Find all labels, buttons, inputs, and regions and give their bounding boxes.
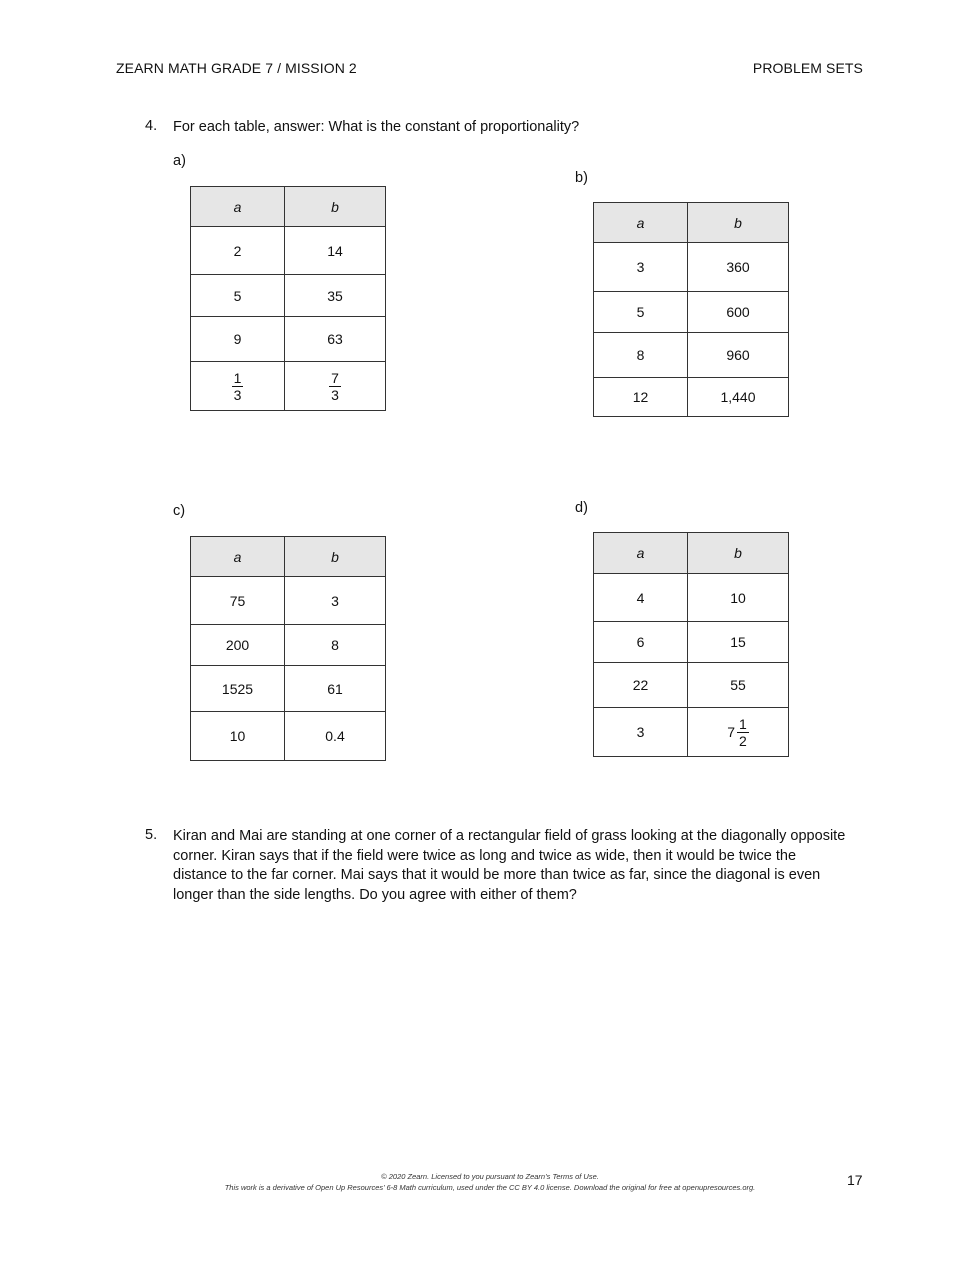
cell-a: 3 (594, 243, 688, 292)
question-5-line: corner. Kiran says that if the field were twice as long and twice as wide, then it would be twice the (173, 847, 797, 864)
table-c (190, 536, 386, 761)
numerator: 1 (739, 715, 747, 732)
question-5-line: longer than the side lengths. Do you agree with either of them? (173, 886, 577, 903)
column-header-b: b (285, 537, 386, 577)
cell-b: 960 (688, 333, 789, 378)
cell-b: 8 (285, 625, 386, 666)
footer-license (140, 1171, 840, 1193)
table-row (191, 362, 386, 411)
cell-b: 15 (688, 622, 789, 663)
cell-b: 63 (285, 317, 386, 362)
cell-b: 3 (285, 577, 386, 625)
table-a (190, 186, 386, 411)
table-row (594, 378, 789, 417)
table-header-row (594, 203, 789, 243)
fraction (232, 370, 244, 403)
column-header-a: a (191, 537, 285, 577)
footer-attribution: This work is a derivative of Open Up Resources’ 6-8 Math curriculum, used under the CC BY 4.0 license. Download the original for free at openupresources.org. (224, 1183, 756, 1192)
table-row (191, 625, 386, 666)
question-5-line: Kiran and Mai are standing at one corner of a rectangular field of grass looking at the diagonally opposite (173, 828, 846, 844)
fraction (737, 716, 749, 749)
column-header-b: b (285, 187, 386, 227)
cell-b: 55 (688, 663, 789, 708)
question-5-number: 5. (145, 827, 158, 843)
numerator: 7 (331, 369, 339, 386)
table-row (594, 708, 789, 757)
header-title: ZEARN MATH GRADE 7 / MISSION 2 (116, 60, 357, 76)
cell-b: 600 (688, 292, 789, 333)
header-section: PROBLEM SETS (752, 60, 863, 76)
column-header-a: a (191, 187, 285, 227)
cell-a: 12 (594, 378, 688, 417)
cell-b: 35 (285, 275, 386, 317)
cell-a: 8 (594, 333, 688, 378)
table-row (191, 317, 386, 362)
cell-b (285, 362, 386, 411)
cell-a: 9 (191, 317, 285, 362)
cell-b (688, 708, 789, 757)
column-header-a: a (594, 533, 688, 574)
table-b-label: b) (575, 170, 588, 186)
question-4-number: 4. (145, 118, 158, 134)
question-5-text (173, 827, 873, 905)
table-row (191, 712, 386, 761)
table-row (191, 227, 386, 275)
table-a-label: a) (173, 153, 186, 169)
cell-a: 22 (594, 663, 688, 708)
cell-b: 1,440 (688, 378, 789, 417)
table-row (594, 333, 789, 378)
table-row (191, 577, 386, 625)
question-5-line: distance to the far corner. Mai says that it would be more than twice as far, since the diagonal is even (173, 867, 821, 883)
numerator: 1 (233, 369, 242, 386)
column-header-a: a (594, 203, 688, 243)
cell-b: 10 (688, 574, 789, 622)
table-row (191, 666, 386, 712)
table-row (594, 622, 789, 663)
cell-a: 2 (191, 227, 285, 275)
column-header-b: b (688, 203, 789, 243)
fraction (329, 370, 341, 403)
column-header-b: b (688, 533, 789, 574)
table-c-label: c) (173, 503, 186, 519)
denominator: 2 (739, 732, 747, 749)
cell-a: 200 (191, 625, 285, 666)
table-d-label: d) (575, 500, 588, 516)
footer-copyright: © 2020 Zearn. Licensed to you pursuant to Zearn’s Terms of Use. (381, 1172, 599, 1181)
table-row (594, 292, 789, 333)
cell-b: 61 (285, 666, 386, 712)
question-4-text: For each table, answer: What is the constant of proportionality? (173, 119, 580, 135)
table-d (593, 532, 789, 757)
cell-a: 3 (594, 708, 688, 757)
cell-a: 6 (594, 622, 688, 663)
cell-a: 5 (191, 275, 285, 317)
table-header-row (594, 533, 789, 574)
table-header-row (191, 537, 386, 577)
page-number: 17 (847, 1172, 863, 1188)
denominator: 3 (331, 386, 339, 403)
table-row (594, 663, 789, 708)
cell-a: 5 (594, 292, 688, 333)
table-row (594, 574, 789, 622)
mixed-number (727, 716, 749, 749)
cell-a: 4 (594, 574, 688, 622)
table-b (593, 202, 789, 417)
table-header-row (191, 187, 386, 227)
cell-b: 14 (285, 227, 386, 275)
table-row (594, 243, 789, 292)
cell-b: 0.4 (285, 712, 386, 761)
cell-a: 1525 (191, 666, 285, 712)
whole-part: 7 (727, 724, 735, 740)
denominator: 3 (233, 386, 242, 403)
table-row (191, 275, 386, 317)
cell-a: 10 (191, 712, 285, 761)
cell-a (191, 362, 285, 411)
cell-a: 75 (191, 577, 285, 625)
cell-b: 360 (688, 243, 789, 292)
